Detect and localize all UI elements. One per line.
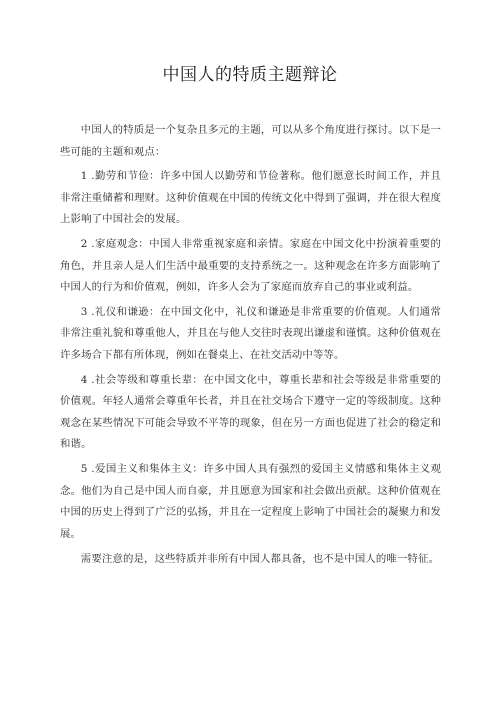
point-1-paragraph: 1 .勤劳和节俭：许多中国人以勤劳和节俭著称。他们愿意长时间工作，并且非常注重储蓄和理财。这种价值观在中国的传统文化中得到了强调，并在很大程度上影响了中国社会的发展。 — [60, 170, 441, 226]
point-3-paragraph: 3 .礼仪和谦逊：在中国文化中，礼仪和谦逊是非常重要的价值观。人们通常非常注重礼貌和尊重他人，并且在与他人交往时表现出谦虚和谨慎。这种价值观在许多场合下都有所体现，例如在餐桌上、在社交活动中等等。 — [60, 305, 441, 361]
closing-note-paragraph: 需要注意的是，这些特质并非所有中国人都具备，也不是中国人的唯一特征。 — [80, 553, 440, 566]
intro-paragraph: 中国人的特质是一个复杂且多元的主题，可以从多个角度进行探讨。以下是一些可能的主题和观点： — [60, 124, 441, 158]
point-5-paragraph: 5 .爱国主义和集体主义：许多中国人具有强烈的爱国主义情感和集体主义观念。他们为自己是中国人而自豪，并且愿意为国家和社会做出贡献。这种价值观在中国的历史上得到了广泛的弘扬，并且在一定程度上影响了中国社会的凝聚力和发展。 — [60, 462, 441, 540]
document-title: 中国人的特质主题辩论 — [162, 65, 338, 85]
document-body — [60, 120, 441, 574]
point-4-paragraph: 4 .社会等级和尊重长辈：在中国文化中，尊重长辈和社会等级是非常重要的价值观。年轻人通常会尊重年长者，并且在社交场合下遵守一定的等级制度。这种观念在某些情况下可能会导致不平等的现象，但在另一方面也促进了社会的稳定和和谐。 — [60, 373, 441, 451]
point-2-paragraph: 2 .家庭观念：中国人非常重视家庭和亲情。家庭在中国文化中扮演着重要的角色，并且亲人是人们生活中最重要的支持系统之一。这种观念在许多方面影响了中国人的行为和价值观，例如，许多人会为了家庭而放弃自己的事业或利益。 — [60, 237, 441, 294]
